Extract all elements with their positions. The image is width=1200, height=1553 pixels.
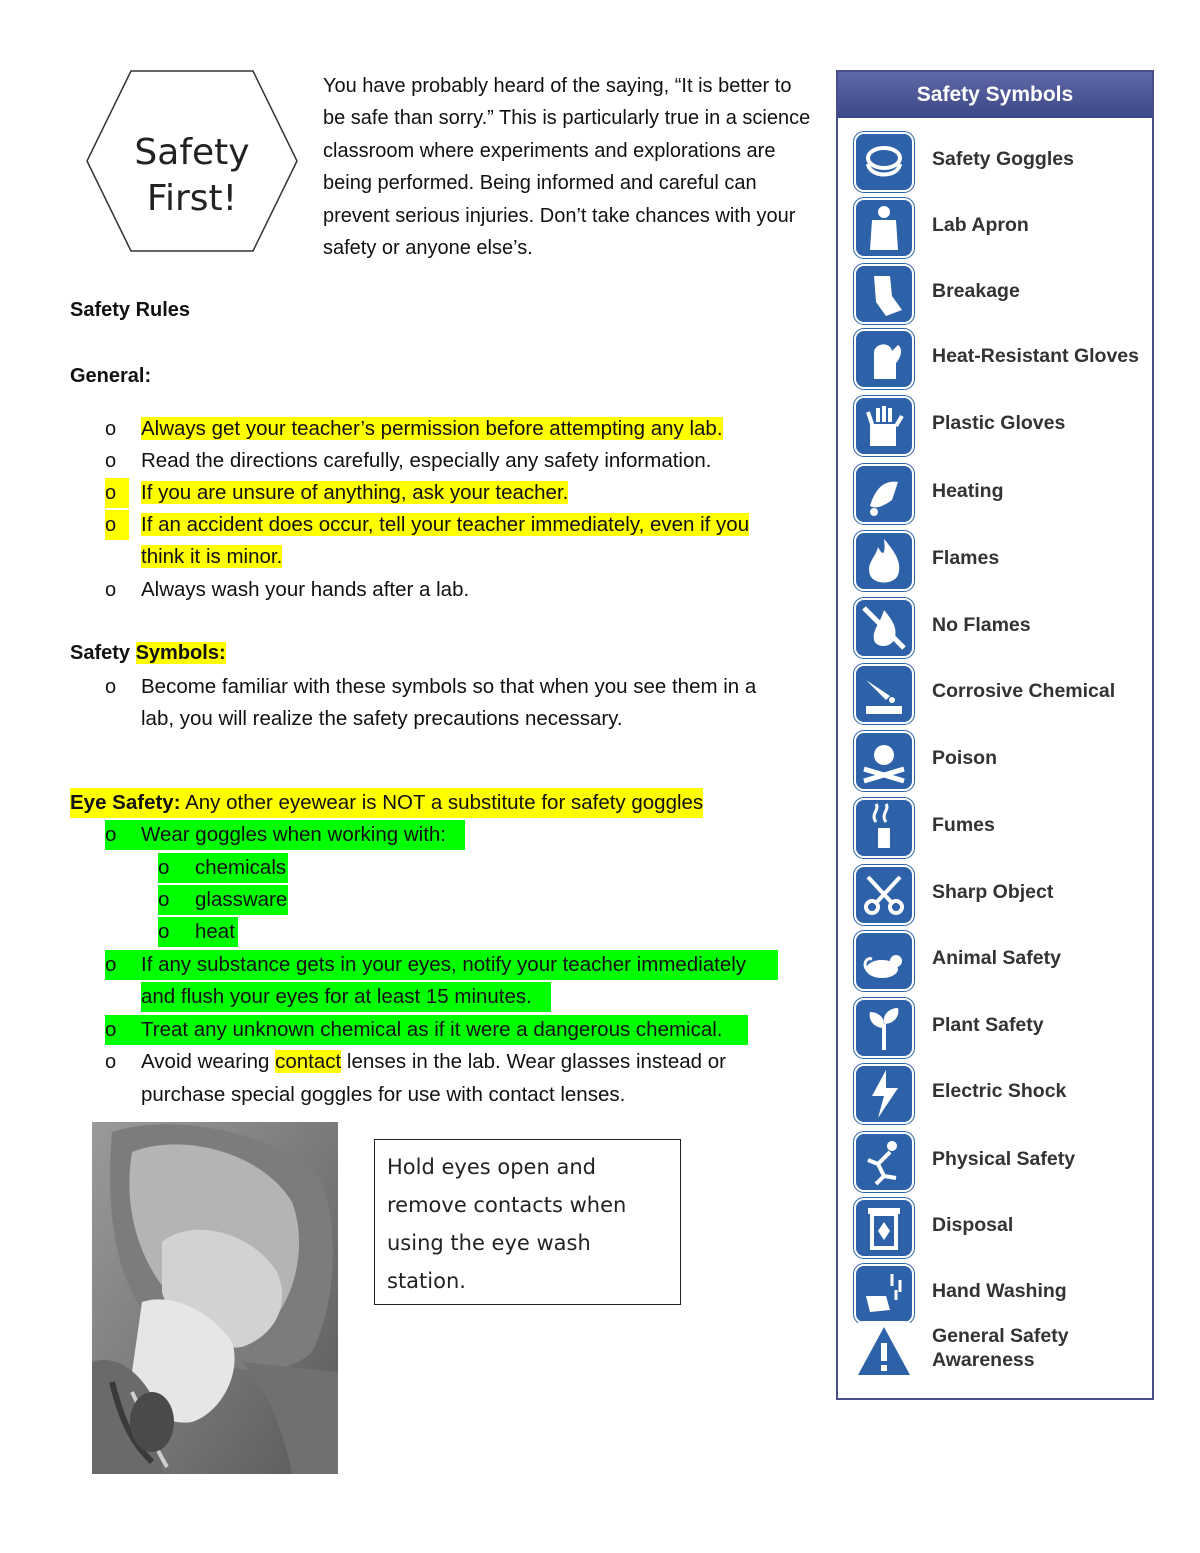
symbol-row (838, 130, 1152, 192)
symbol-label: Plant Safety (932, 1014, 1044, 1036)
symbol-label: Animal Safety (932, 947, 1061, 969)
bullet-marker: o (105, 510, 129, 540)
eye-safety-heading: Eye Safety: Any other eyewear is NOT a substitute for safety goggles (70, 788, 703, 818)
disposal-icon (854, 1198, 914, 1258)
symbol-label: Flames (932, 547, 1000, 569)
symbols-heading: Safety Symbols: (70, 642, 226, 664)
symbol-row (838, 327, 1152, 389)
symbols-line-1: Become familiar with these symbols so that when you see them in a (141, 675, 757, 698)
no-flame-icon (854, 598, 914, 658)
symbol-label: Plastic Gloves (932, 412, 1066, 434)
symbol-label: Sharp Object (932, 881, 1054, 903)
fumes-icon (854, 798, 914, 858)
electric-icon (854, 1064, 914, 1124)
hexagon-line-2: First! (146, 178, 238, 219)
eye-wash-callout: Hold eyes open and remove contacts when using the eye wash station. (374, 1139, 681, 1305)
symbol-label: Lab Apron (932, 214, 1029, 236)
general-item-5: Always wash your hands after a lab. (141, 578, 470, 601)
symbol-label: Physical Safety (932, 1148, 1076, 1170)
general-item-4: If an accident does occur, tell your teacher immediately, even if you (141, 513, 750, 536)
symbol-label: Breakage (932, 280, 1020, 302)
symbol-row (838, 529, 1152, 591)
animal-icon (854, 931, 914, 991)
symbol-row (838, 929, 1152, 991)
bullet-marker: o (105, 478, 129, 508)
warning-icon (854, 1321, 914, 1381)
symbol-row (838, 196, 1152, 258)
symbol-row (838, 863, 1152, 925)
safety-first-hexagon (86, 70, 298, 252)
hexagon-line-1: Safety (134, 132, 250, 173)
symbol-label: General Safety Awareness (932, 1325, 1069, 1371)
symbol-row (838, 662, 1152, 724)
symbol-label: Electric Shock (932, 1080, 1067, 1102)
eye-wear-goggles: o Wear goggles when working with: (105, 820, 465, 850)
symbol-label: Safety Goggles (932, 148, 1074, 170)
flame-icon (854, 531, 914, 591)
heat-glove-icon (854, 329, 914, 389)
eye-wash-photo (92, 1122, 338, 1474)
symbol-row (838, 796, 1152, 858)
eye-avoid-item-cont: purchase special goggles for use with contact lenses. (141, 1083, 626, 1106)
hand-wash-icon (854, 1264, 914, 1324)
poison-icon (854, 731, 914, 791)
symbol-row (838, 262, 1152, 324)
symbol-row (838, 1130, 1152, 1192)
safety-symbols-panel (836, 70, 1154, 1400)
eye-treat-item: o Treat any unknown chemical as if it were a dangerous chemical. (105, 1015, 748, 1045)
general-item-4-cont: think it is minor. (141, 545, 283, 568)
corrosive-icon (854, 664, 914, 724)
plant-icon (854, 998, 914, 1058)
bullet-marker: o (105, 676, 117, 698)
apron-icon (854, 198, 914, 258)
symbol-row (838, 996, 1152, 1058)
symbols-line-2: lab, you will realize the safety precautions necessary. (141, 707, 623, 730)
symbol-row (838, 1262, 1152, 1324)
eye-sub-item-2: o glassware (158, 885, 288, 915)
heating-icon (854, 464, 914, 524)
symbol-label: Hand Washing (932, 1280, 1067, 1302)
bullet-marker: o (105, 579, 117, 601)
physical-icon (854, 1132, 914, 1192)
eye-flush-item: o If any substance gets in your eyes, notify your teacher immediately (105, 950, 778, 980)
goggles-icon (854, 132, 914, 192)
symbol-label: No Flames (932, 614, 1031, 636)
bullet-marker: o (105, 1051, 117, 1073)
symbol-row (838, 394, 1152, 456)
panel-title: Safety Symbols (838, 72, 1152, 118)
symbol-row (838, 1062, 1152, 1124)
eye-flush-item-cont: and flush your eyes for at least 15 minutes. (141, 982, 551, 1012)
symbol-label: Heating (932, 480, 1004, 502)
general-heading: General: (70, 365, 152, 387)
bullet-marker: o (105, 450, 117, 472)
symbol-row (838, 1196, 1152, 1258)
general-item-1: Always get your teacher’s permission before attempting any lab. (141, 417, 723, 440)
symbol-label: Poison (932, 747, 998, 769)
breakage-icon (854, 264, 914, 324)
rules-title: Safety Rules (70, 299, 191, 321)
symbol-label: Corrosive Chemical (932, 680, 1116, 702)
plastic-glove-icon (854, 396, 914, 456)
symbol-row (838, 729, 1152, 791)
eye-sub-item-3: o heat (158, 917, 238, 947)
general-item-3: If you are unsure of anything, ask your teacher. (141, 481, 569, 504)
eye-avoid-item: Avoid wearing contact lenses in the lab. Wear glasses instead or (141, 1050, 726, 1073)
symbol-row (838, 462, 1152, 524)
general-item-2: Read the directions carefully, especially any safety information. (141, 449, 712, 472)
symbol-row (838, 1319, 1152, 1381)
eye-sub-item-1: o chemicals (158, 853, 288, 883)
symbol-row (838, 596, 1152, 658)
symbol-label: Heat-Resistant Gloves (932, 345, 1139, 367)
scissors-icon (854, 865, 914, 925)
symbol-label: Fumes (932, 814, 995, 836)
bullet-marker: o (105, 418, 117, 440)
symbol-label: Disposal (932, 1214, 1014, 1236)
intro-paragraph: You have probably heard of the saying, “It is better to be safe than sorry.” This is particularly true in a science classroom where experiments and explorations are being performed. Being informed and careful can prevent serious injuries. Don’t take chances with your safety or anyone else’s. (323, 75, 811, 260)
